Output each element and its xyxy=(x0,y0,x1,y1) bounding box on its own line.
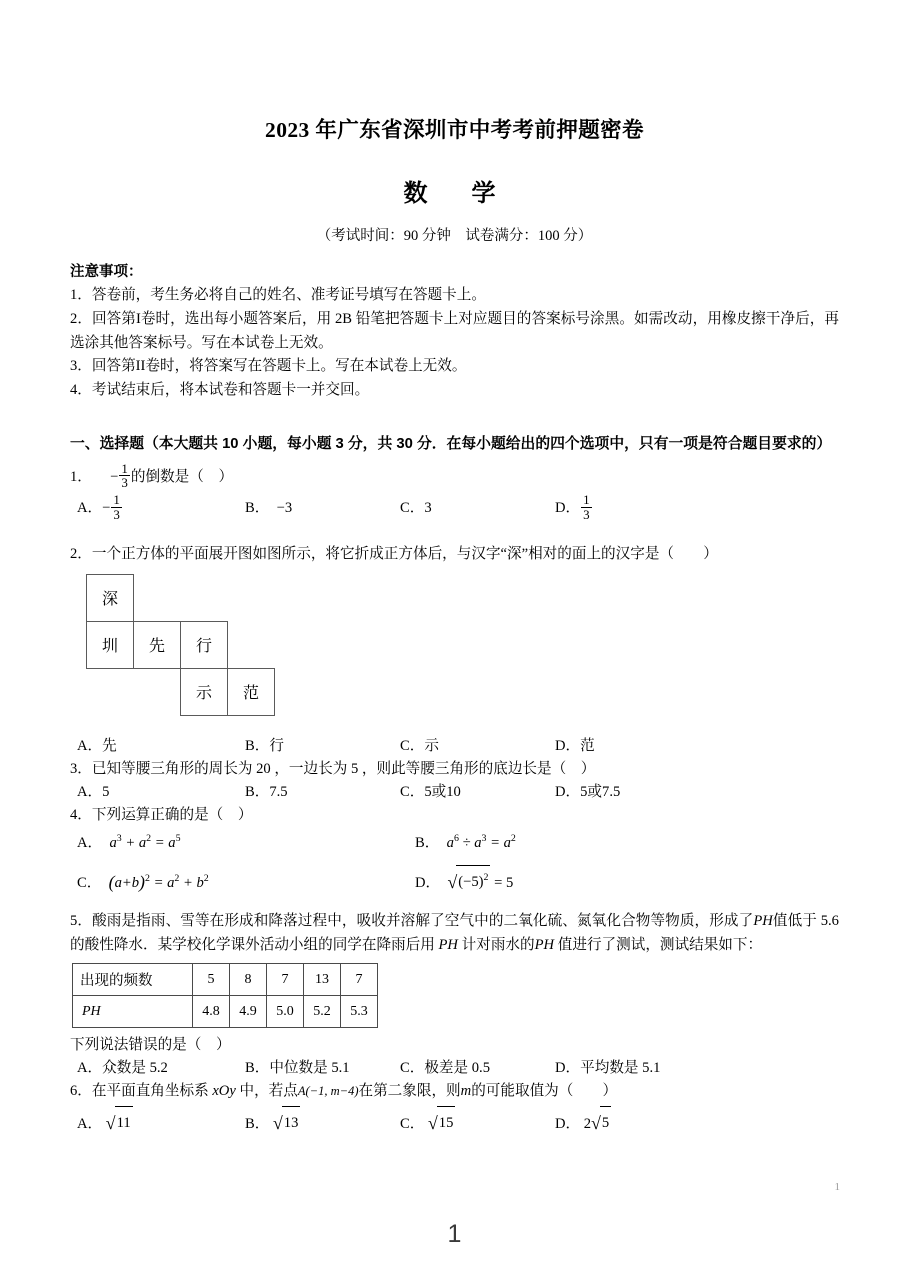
question-4-options-row1 xyxy=(70,827,839,863)
notice-heading: 注意事项： xyxy=(70,263,143,280)
question-1-options xyxy=(70,492,839,530)
option-b-value: −3 xyxy=(276,500,293,517)
option-a-radicand: 11 xyxy=(115,1106,133,1139)
question-1-frac-denominator: 3 xyxy=(121,475,128,490)
question-2-option-c[interactable]: C．示 xyxy=(400,737,439,754)
question-4-option-c[interactable] xyxy=(77,863,209,902)
page-mark: 1 xyxy=(834,1181,840,1193)
option-a-label: A． xyxy=(77,835,103,852)
option-d-expression: $√(-5)^2 = 5$ xyxy=(444,875,513,891)
question-6-options xyxy=(70,1104,839,1134)
notice-item-2: 2．回答第I卷时，选出每小题答案后，用 2B 铅笔把答题卡上对应题目的答案标号涂黑。如需改动，用橡皮擦干净后，再选涂其他答案标号。写在本试卷上无效。 xyxy=(70,311,839,351)
option-d-denominator: 3 xyxy=(583,506,590,522)
ph-data-table xyxy=(72,963,378,1028)
option-b-radicand: 13 xyxy=(282,1106,301,1139)
notice-item-3: 3．回答第II卷时，将答案写在答题卡上。写在本试卷上无效。 xyxy=(70,358,467,375)
option-d-label: D． xyxy=(415,875,441,892)
question-4-text: 下列运算正确的是（ ） xyxy=(91,807,253,824)
notice-item-1: 1．答卷前，考生务必将自己的姓名、准考证号填写在答题卡上。 xyxy=(70,287,486,304)
table-cell-ph-1: 4.8 xyxy=(193,996,230,1028)
cube-net-diagram xyxy=(86,574,326,722)
table-cell-freq-5: 7 xyxy=(341,964,378,996)
question-5-option-b[interactable]: B．中位数是 5.1 xyxy=(245,1060,350,1077)
square-root-icon: √11 xyxy=(106,1104,133,1143)
option-b-expression: $a^6 \div a^3 = a^2$ xyxy=(442,833,516,852)
page-title: 2023 年广东省深圳市中考考前押题密卷 xyxy=(265,118,644,142)
option-c-expression: $(a+b)^2 = a^2 + b^2$ xyxy=(108,872,209,893)
option-c-label: C． xyxy=(400,500,425,517)
question-2-stem xyxy=(70,530,839,566)
question-5-option-a[interactable]: A．众数是 5.2 xyxy=(77,1060,168,1077)
question-6-text-part2: 中，若点 xyxy=(239,1083,298,1100)
notice-item-4: 4．考试结束后，将本试卷和答题卡一并交回。 xyxy=(70,382,370,399)
table-cell-freq-4: 13 xyxy=(304,964,341,996)
table-row-frequency xyxy=(73,964,378,996)
page-number: 1 xyxy=(447,1220,462,1248)
option-a-sign: − xyxy=(102,500,111,517)
table-cell-ph-2: 4.9 xyxy=(230,996,267,1028)
question-5-text-part2: 值低于 5.6 的酸性降水．某学校化学课外活动小组的同学在降雨后用 xyxy=(70,913,839,953)
question-5-text-part1: 酸雨是指雨、雪等在形成和降落过程中，吸收并溶解了空气中的二氧化硫、氮氧化合物等物质，形成了 xyxy=(92,913,754,930)
question-3-number: 3． xyxy=(70,760,92,777)
question-1-minus: − xyxy=(95,468,119,485)
question-6-stem xyxy=(70,1080,839,1103)
question-5-ph-1: PH xyxy=(753,913,773,930)
question-6-xoy: xOy xyxy=(212,1083,236,1100)
question-3-text: 已知等腰三角形的周长为 20 ，一边长为 5 ，则此等腰三角形的底边长是（ ） xyxy=(91,760,596,777)
question-6-number: 6． xyxy=(70,1083,92,1100)
cube-net-cell-xian: 先 xyxy=(133,621,181,669)
question-1-frac-numerator: 1 xyxy=(121,460,128,476)
question-1-option-a[interactable] xyxy=(77,492,123,524)
question-1-option-d[interactable] xyxy=(555,492,593,524)
option-a-numerator: 1 xyxy=(113,492,120,508)
notice-section xyxy=(70,261,839,403)
option-b-label: B． xyxy=(245,500,263,517)
question-6-text-part1: 在平面直角坐标系 xyxy=(91,1083,209,1100)
option-c-label: C． xyxy=(400,1115,425,1132)
question-3-option-c[interactable]: C．5或10 xyxy=(400,784,461,801)
table-cell-ph-5: 5.3 xyxy=(341,996,378,1028)
question-1-option-c[interactable] xyxy=(400,492,432,524)
option-b-label: B． xyxy=(415,835,440,852)
question-6-text-part4: 的可能取值为（ ） xyxy=(471,1083,618,1100)
question-4-stem xyxy=(70,804,839,827)
question-6-text-part3: 在第二象限，则 xyxy=(358,1083,461,1100)
option-d-label: D． xyxy=(555,500,581,517)
option-c-radicand: 15 xyxy=(437,1106,456,1139)
subject-title: 数 学 xyxy=(403,180,506,207)
question-6-option-c[interactable] xyxy=(400,1104,455,1143)
question-3-option-b[interactable]: B．7.5 xyxy=(245,784,288,801)
question-5-options xyxy=(70,1057,839,1080)
cube-net-cell-zhen: 圳 xyxy=(86,621,134,669)
option-d-label: D． xyxy=(555,1115,581,1132)
question-4-option-b[interactable] xyxy=(415,827,516,859)
option-a-label: A． xyxy=(77,500,103,517)
question-6-option-d[interactable] xyxy=(555,1104,611,1143)
table-header-ph: PH xyxy=(73,996,193,1028)
option-c-value: 3 xyxy=(424,500,432,517)
question-5-option-c[interactable]: C．极差是 0.5 xyxy=(400,1060,490,1077)
question-2-option-d[interactable]: D．范 xyxy=(555,737,595,754)
question-3-option-a[interactable]: A．5 xyxy=(77,784,110,801)
question-3-options xyxy=(70,781,839,804)
question-1-stem xyxy=(70,457,839,493)
question-5-ph-3: PH xyxy=(534,936,555,953)
question-1-option-b[interactable] xyxy=(245,492,292,524)
question-2-option-b[interactable]: B．行 xyxy=(245,737,284,754)
option-b-label: B． xyxy=(245,1115,270,1132)
question-2-options xyxy=(70,735,839,758)
table-cell-freq-3: 7 xyxy=(267,964,304,996)
question-2-number: 2． xyxy=(70,546,92,563)
option-a-fraction xyxy=(111,493,122,521)
cube-net-cell-fan: 范 xyxy=(227,668,275,716)
exam-info: （考试时间：90 分钟 试卷满分：100 分） xyxy=(316,227,593,244)
question-5-option-d[interactable]: D．平均数是 5.1 xyxy=(555,1060,661,1077)
question-4-options-row2 xyxy=(70,863,839,901)
question-5-ph-2: PH xyxy=(438,936,458,953)
square-root-icon: $√(-5)^2$ xyxy=(447,863,490,902)
question-2-text: 一个正方体的平面展开图如图所示，将它折成正方体后，与汉字“深”相对的面上的汉字是（ ） xyxy=(91,546,718,563)
table-cell-ph-3: 5.0 xyxy=(267,996,304,1028)
question-5-stem xyxy=(70,901,839,957)
table-header-frequency: 出现的频数 xyxy=(73,964,193,996)
question-6-variable-m: m xyxy=(460,1083,472,1100)
question-1-number: 1． xyxy=(70,468,92,485)
question-4-option-a[interactable] xyxy=(77,827,181,859)
question-5-number: 5． xyxy=(70,913,93,930)
table-cell-freq-1: 5 xyxy=(193,964,230,996)
square-root-icon: √13 xyxy=(273,1104,300,1143)
cube-net-cell-xing: 行 xyxy=(180,621,228,669)
table-cell-ph-4: 5.2 xyxy=(304,996,341,1028)
option-a-label: A． xyxy=(77,1115,103,1132)
question-6-option-a[interactable] xyxy=(77,1104,133,1143)
question-5-subquestion: 下列说法错误的是（ ） xyxy=(70,1037,231,1054)
cube-net-cell-shi: 示 xyxy=(180,668,228,716)
option-d-coefficient: 2 xyxy=(583,1115,592,1132)
question-5-text-part4: 值进行了测试，测试结果如下： xyxy=(557,936,763,953)
square-root-icon: √15 xyxy=(428,1104,455,1143)
option-d-numerator: 1 xyxy=(583,492,590,508)
question-4-option-d[interactable] xyxy=(415,863,513,902)
question-6-point: A(−1, m−4) xyxy=(297,1084,359,1099)
question-1-text: 的倒数是（ ） xyxy=(130,468,234,485)
question-6-option-b[interactable] xyxy=(245,1104,300,1143)
question-5-text-part3: 计对雨水的 xyxy=(461,936,535,953)
table-row-ph xyxy=(73,996,378,1028)
cube-net-cell-shen: 深 xyxy=(86,574,134,622)
question-3-option-d[interactable]: D．5或7.5 xyxy=(555,784,621,801)
question-3-stem xyxy=(70,758,839,781)
option-c-label: C． xyxy=(77,875,102,892)
section-heading-choice: 一、选择题（本大题共 10 小题，每小题 3 分，共 30 分．在每小题给出的四个选项中，只有一项是符合题目要求的） xyxy=(70,435,832,452)
table-cell-freq-2: 8 xyxy=(230,964,267,996)
option-d-fraction xyxy=(581,493,592,521)
question-1-fraction xyxy=(119,462,130,490)
option-a-expression: $a^3 + a^2 = a^5$ xyxy=(105,833,181,852)
question-2-option-a[interactable]: A．先 xyxy=(77,737,117,754)
square-root-icon: √5 xyxy=(591,1104,611,1143)
option-a-denominator: 3 xyxy=(113,506,120,522)
question-4-number: 4． xyxy=(70,807,92,824)
option-d-radicand: 5 xyxy=(600,1106,611,1139)
